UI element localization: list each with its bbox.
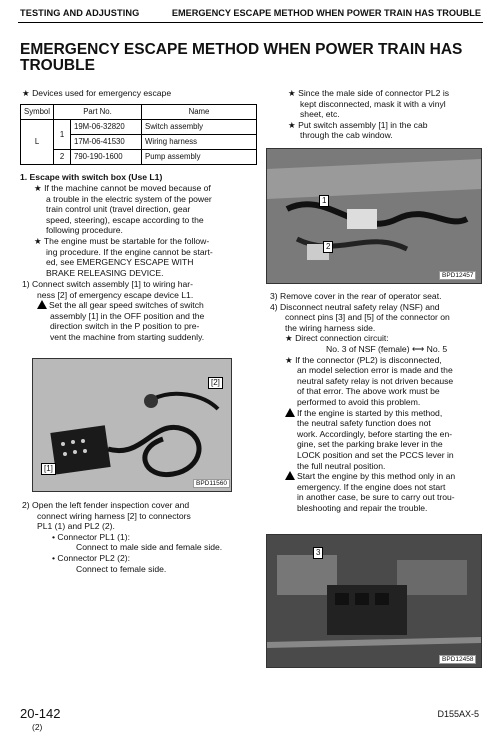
text-line: assembly [1] in the OFF position and the <box>50 310 205 321</box>
callout-2: 2 <box>323 241 333 253</box>
name-cell: Wiring harness <box>142 135 257 150</box>
text-line: an model selection error is made and the <box>297 365 453 376</box>
text-line: connect wiring harness [2] to connectors <box>37 510 191 521</box>
table-header-row <box>21 105 257 120</box>
switch-harness-illustration <box>33 359 231 491</box>
photo-fender-connectors <box>266 148 482 284</box>
text-line: the full neutral position. <box>297 460 386 471</box>
text-line: ★ Since the male side of connector PL2 is <box>288 88 450 98</box>
page-revision: (2) <box>32 722 43 732</box>
warning-icon <box>37 300 47 309</box>
title-line: EMERGENCY ESCAPE METHOD WHEN POWER TRAIN HAS <box>20 41 463 58</box>
header-symbol: Symbol <box>21 105 54 120</box>
fender-illustration <box>267 149 481 283</box>
text-line: emergency. If the engine does not start <box>297 481 446 492</box>
model-name: D155AX-5 <box>437 709 479 719</box>
text-line: in another case, be sure to carry out trou- <box>297 492 455 503</box>
text-line: vent the machine from starting suddenly. <box>50 331 205 342</box>
text-line: Connect to male side and female side. <box>76 542 223 553</box>
figure-code: BPD11560 <box>193 479 230 488</box>
text-line: connect pins [3] and [5] of the connector on <box>285 312 450 323</box>
text-line: 1) Connect switch assembly [1] to wiring har- <box>22 279 193 289</box>
part-cell: 19M-06-32820 <box>71 120 142 135</box>
section-heading: 1. Escape with switch box (Use L1) <box>20 172 163 182</box>
header-name: Name <box>142 105 257 120</box>
text-line: sheet, etc. <box>300 109 340 120</box>
text-line: a trouble in the electric system of the power <box>46 193 212 204</box>
text-line: of that error. The above work must be <box>297 386 440 397</box>
header-part: Part No. <box>54 105 142 120</box>
left-text-block-3 <box>22 500 260 574</box>
left-text-block-2 <box>22 279 260 343</box>
devices-note: ★ Devices used for emergency escape <box>22 88 172 98</box>
text-line: performed to avoid this problem. <box>297 396 421 407</box>
right-text-block-2 <box>270 291 482 513</box>
text-line: If the engine is started by this method, <box>297 407 443 418</box>
text-line: bleshooting and repair the trouble. <box>297 502 428 513</box>
number-cell: 1 <box>54 120 71 150</box>
text-line: 2) Open the left fender inspection cover and <box>22 500 190 510</box>
relay-illustration <box>267 535 481 667</box>
warning-icon <box>285 471 295 480</box>
text-line: ing procedure. If the engine cannot be start- <box>46 246 213 257</box>
text-line: • Connector PL1 (1): <box>52 531 131 542</box>
header-rule <box>18 22 483 23</box>
text-line: ★ If the connector (PL2) is disconnected, <box>285 354 442 365</box>
text-line: BRAKE RELEASING DEVICE. <box>46 267 164 278</box>
figure-code: BPD12457 <box>439 271 476 280</box>
page-title <box>20 42 480 74</box>
text-line: speed, steering), escape according to the <box>46 214 204 225</box>
text-line: ★ The engine must be startable for the follow- <box>34 235 210 246</box>
text-line: ness [2] of emergency escape device L1. <box>37 289 194 300</box>
text-line: • Connector PL2 (2): <box>52 552 131 563</box>
text-line: train control unit (travel direction, gear <box>46 204 191 215</box>
name-cell: Pump assembly <box>142 150 257 165</box>
text-line: Set the all gear speed switches of switch <box>49 300 204 311</box>
header-section: TESTING AND ADJUSTING <box>20 8 140 18</box>
text-line: the neutral safety function does not <box>297 418 431 429</box>
text-line: work. Accordingly, before starting the en- <box>297 428 453 439</box>
figure-code: BPD12458 <box>439 655 476 664</box>
table-row <box>21 150 257 165</box>
text-line: through the cab window. <box>300 130 393 141</box>
text-line: ed, see EMERGENCY ESCAPE WITH <box>46 257 194 268</box>
photo-relay-connector <box>266 534 482 668</box>
text-line: Start the engine by this method only in an <box>297 471 456 482</box>
table-row <box>21 120 257 135</box>
callout-1: 1 <box>319 195 329 207</box>
right-text-block-1 <box>288 88 480 141</box>
callout-1: [1] <box>41 463 56 475</box>
text-line: PL1 (1) and PL2 (2). <box>37 521 115 532</box>
part-cell: 790-190-1600 <box>71 150 142 165</box>
text-line: direction switch in the P position to pre- <box>50 321 200 332</box>
symbol-cell: L <box>21 120 54 165</box>
parts-table <box>20 104 257 165</box>
text-line: Connect to female side. <box>76 563 167 574</box>
text-line: ★ Put switch assembly [1] in the cab <box>288 119 428 130</box>
text-line: No. 3 of NSF (female) ⟷ No. 5 <box>326 343 448 354</box>
page-number: 20-142 <box>20 706 61 721</box>
text-line: following procedure. <box>46 225 123 236</box>
number-cell: 2 <box>54 150 71 165</box>
text-line: gine, set the parking brake lever in the <box>297 439 443 450</box>
text-line: 4) Disconnect neutral safety relay (NSF) and <box>270 301 440 312</box>
title-line: TROUBLE <box>20 57 95 74</box>
photo-switch-assembly <box>32 358 232 492</box>
left-text-block-1 <box>34 183 260 278</box>
text-line: ★ Direct connection circuit: <box>285 333 389 344</box>
part-cell: 17M-06-41530 <box>71 135 142 150</box>
text-line: the wiring harness side. <box>285 322 376 333</box>
callout-2: [2] <box>208 377 223 389</box>
name-cell: Switch assembly <box>142 120 257 135</box>
warning-icon <box>285 408 295 417</box>
header-title: EMERGENCY ESCAPE METHOD WHEN POWER TRAIN HAS TROUBLE <box>171 8 481 18</box>
callout-3: 3 <box>313 547 323 559</box>
text-line: 3) Remove cover in the rear of operator seat. <box>270 291 442 301</box>
text-line: ★ If the machine cannot be moved because of <box>34 183 211 193</box>
text-line: kept disconnected, mask it with a vinyl <box>300 98 446 109</box>
text-line: neutral safety relay is not driven because <box>297 375 454 386</box>
text-line: LOCK position and set the PCCS lever in <box>297 449 454 460</box>
